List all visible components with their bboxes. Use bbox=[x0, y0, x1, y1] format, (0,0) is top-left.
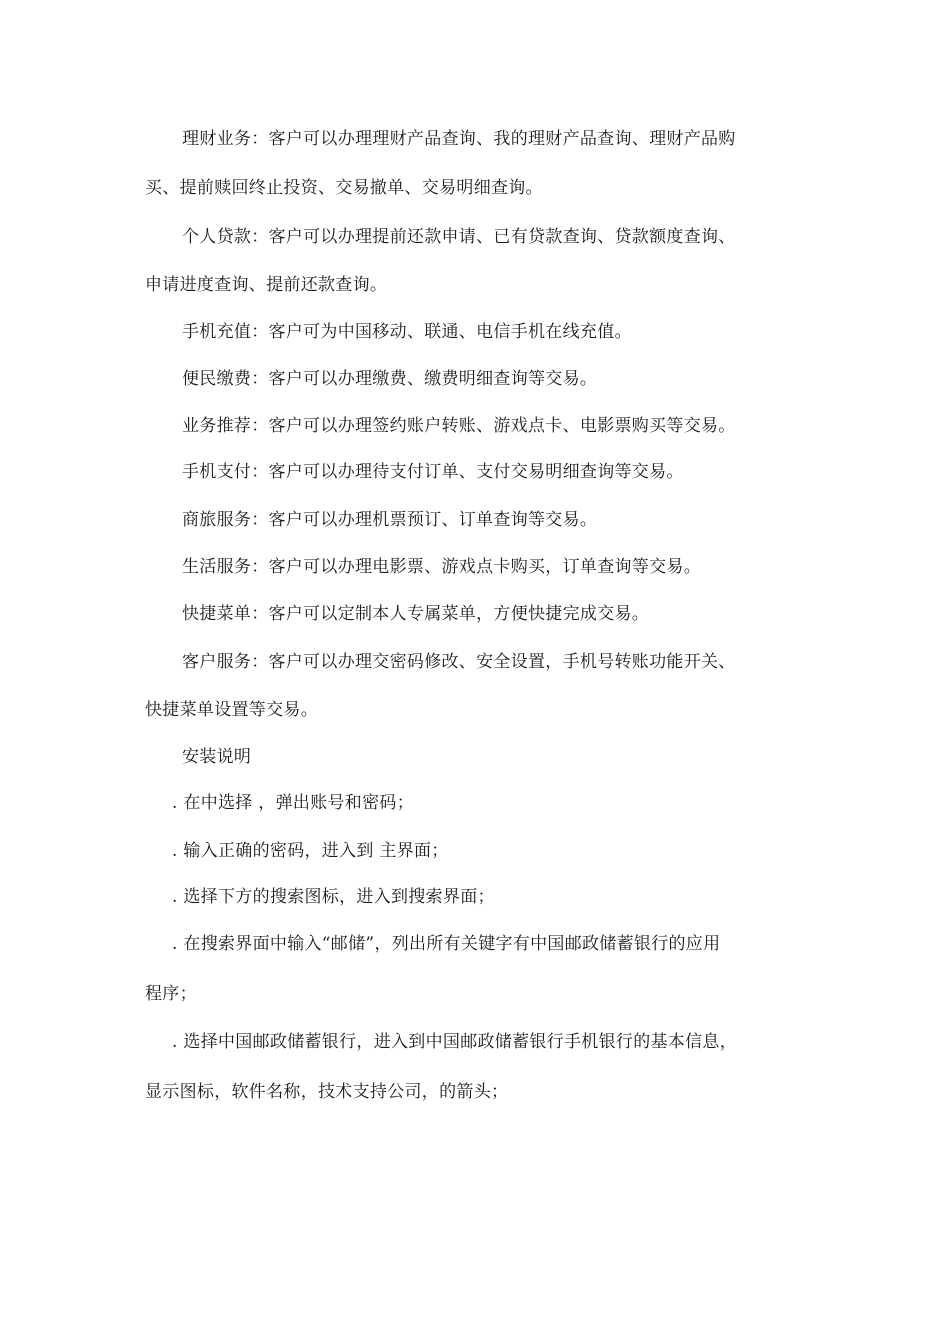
paragraph-recharge: 手机充值：客户可为中国移动、联通、电信手机在线充值。 bbox=[182, 322, 632, 342]
paragraph-service-line-1: 客户服务：客户可以办理交密码修改、安全设置，手机号转账功能开关、 bbox=[182, 652, 736, 672]
paragraph-life: 生活服务：客户可以办理电影票、游戏点卡购买，订单查询等交易。 bbox=[182, 557, 701, 577]
paragraph-wealth-line-2: 买、提前赎回终止投资、交易撤单、交易明细查询。 bbox=[145, 178, 543, 198]
install-step-2: . 输入正确的密码，进入到 主界面； bbox=[172, 841, 449, 861]
paragraph-wealth-line-1: 理财业务：客户可以办理理财产品查询、我的理财产品查询、理财产品购 bbox=[182, 129, 736, 149]
install-step-1: . 在中选择 ，弹出账号和密码； bbox=[172, 793, 415, 813]
paragraph-shortcut: 快捷菜单：客户可以定制本人专属菜单，方便快捷完成交易。 bbox=[182, 604, 650, 624]
paragraph-loan-line-1: 个人贷款：客户可以办理提前还款申请、已有贷款查询、贷款额度查询、 bbox=[182, 227, 736, 247]
install-step-3: . 选择下方的搜索图标，进入到搜索界面； bbox=[172, 887, 495, 907]
install-step-4-line-1: . 在搜索界面中输入“邮储”，列出所有关键字有中国邮政储蓄银行的应用 bbox=[172, 934, 721, 954]
install-step-5-line-1: . 选择中国邮政储蓄银行，进入到中国邮政储蓄银行手机银行的基本信息， bbox=[172, 1032, 738, 1052]
paragraph-payment: 便民缴费：客户可以办理缴费、缴费明细查询等交易。 bbox=[182, 369, 598, 389]
install-heading: 安装说明 bbox=[182, 747, 252, 767]
paragraph-mobile-pay: 手机支付：客户可以办理待支付订单、支付交易明细查询等交易。 bbox=[182, 462, 684, 482]
paragraph-service-line-2: 快捷菜单设置等交易。 bbox=[145, 700, 318, 720]
install-step-4-line-2: 程序； bbox=[145, 984, 197, 1004]
paragraph-recommend: 业务推荐：客户可以办理签约账户转账、游戏点卡、电影票购买等交易。 bbox=[182, 416, 736, 436]
install-step-5-line-2: 显示图标，软件名称，技术支持公司，的箭头； bbox=[145, 1082, 509, 1102]
paragraph-loan-line-2: 申请进度查询、提前还款查询。 bbox=[145, 275, 388, 295]
paragraph-travel: 商旅服务：客户可以办理机票预订、订单查询等交易。 bbox=[182, 510, 598, 530]
